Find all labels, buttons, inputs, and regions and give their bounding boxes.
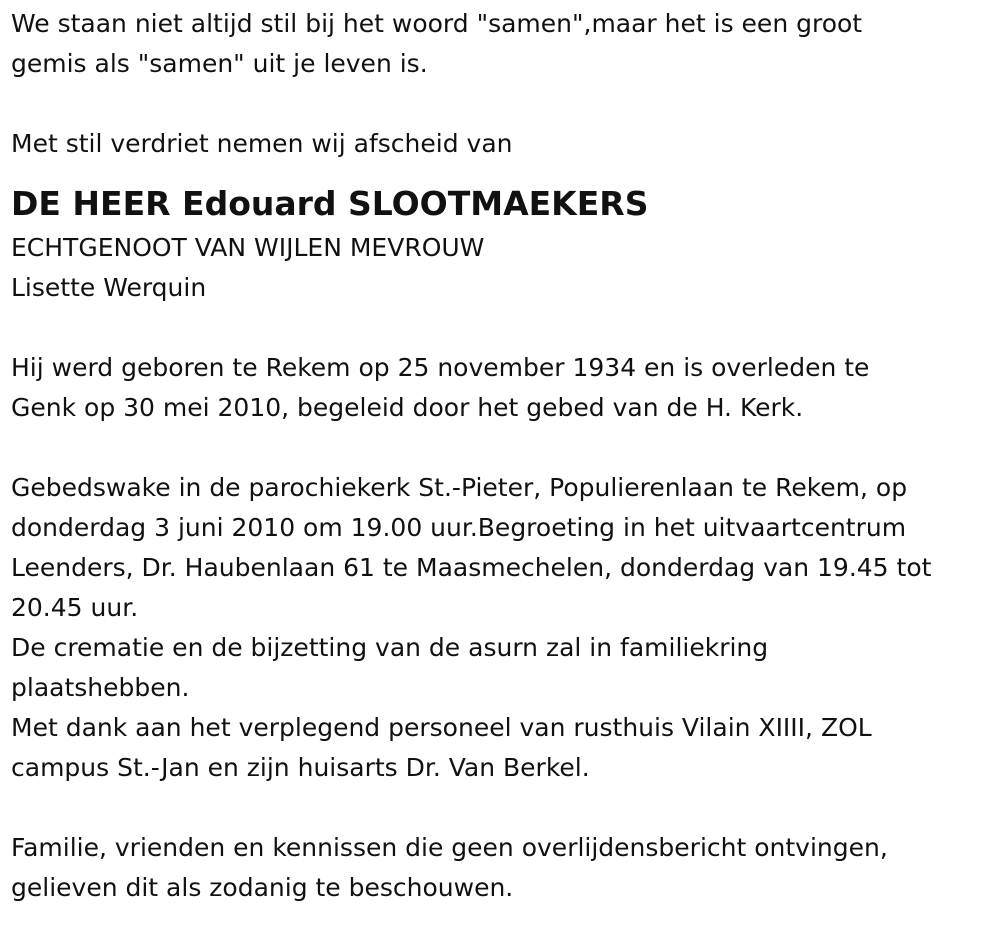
intro-line: gemis als "samen" uit je leven is. [11,49,428,78]
closing-line: gelieven dit als zodanig te beschouwen. [11,873,514,902]
arrangements-line: 20.45 uur. [11,593,139,622]
spouse-line: ECHTGENOOT VAN WIJLEN MEVROUW [11,233,485,262]
birth-death-line: Hij werd geboren te Rekem op 25 november 1934 en is overleden te [11,353,870,382]
deceased-name: DE HEER Edouard SLOOTMAEKERS [11,184,649,223]
intro-line: We staan niet altijd stil bij het woord "samen",maar het is een groot [11,9,863,38]
spacer [11,84,991,124]
announcement-text: Met stil verdriet nemen wij afscheid van [11,129,513,158]
closing-paragraph [11,828,991,908]
spacer [11,788,991,828]
spacer [11,428,991,468]
arrangements-line: Leenders, Dr. Haubenlaan 61 te Maasmechelen, donderdag van 19.45 tot [11,553,932,582]
intro-quote [11,4,991,84]
arrangements-paragraph [11,468,991,788]
obituary-document [11,4,991,908]
spacer [11,308,991,348]
arrangements-line: Met dank aan het verplegend personeel van rusthuis Vilain XIIII, ZOL [11,713,872,742]
arrangements-line: De crematie en de bijzetting van de asurn zal in familiekring [11,633,769,662]
birth-death-paragraph [11,348,991,428]
arrangements-line: plaatshebben. [11,673,190,702]
arrangements-line: donderdag 3 juni 2010 om 19.00 uur.Begroeting in het uitvaartcentrum [11,513,907,542]
spouse-name: Lisette Werquin [11,273,207,302]
arrangements-line: campus St.-Jan en zijn huisarts Dr. Van Berkel. [11,753,590,782]
closing-line: Familie, vrienden en kennissen die geen overlijdensbericht ontvingen, [11,833,888,862]
spacer [11,164,991,176]
arrangements-line: Gebedswake in de parochiekerk St.-Pieter, Populierenlaan te Rekem, op [11,473,908,502]
birth-death-line: Genk op 30 mei 2010, begeleid door het gebed van de H. Kerk. [11,393,804,422]
